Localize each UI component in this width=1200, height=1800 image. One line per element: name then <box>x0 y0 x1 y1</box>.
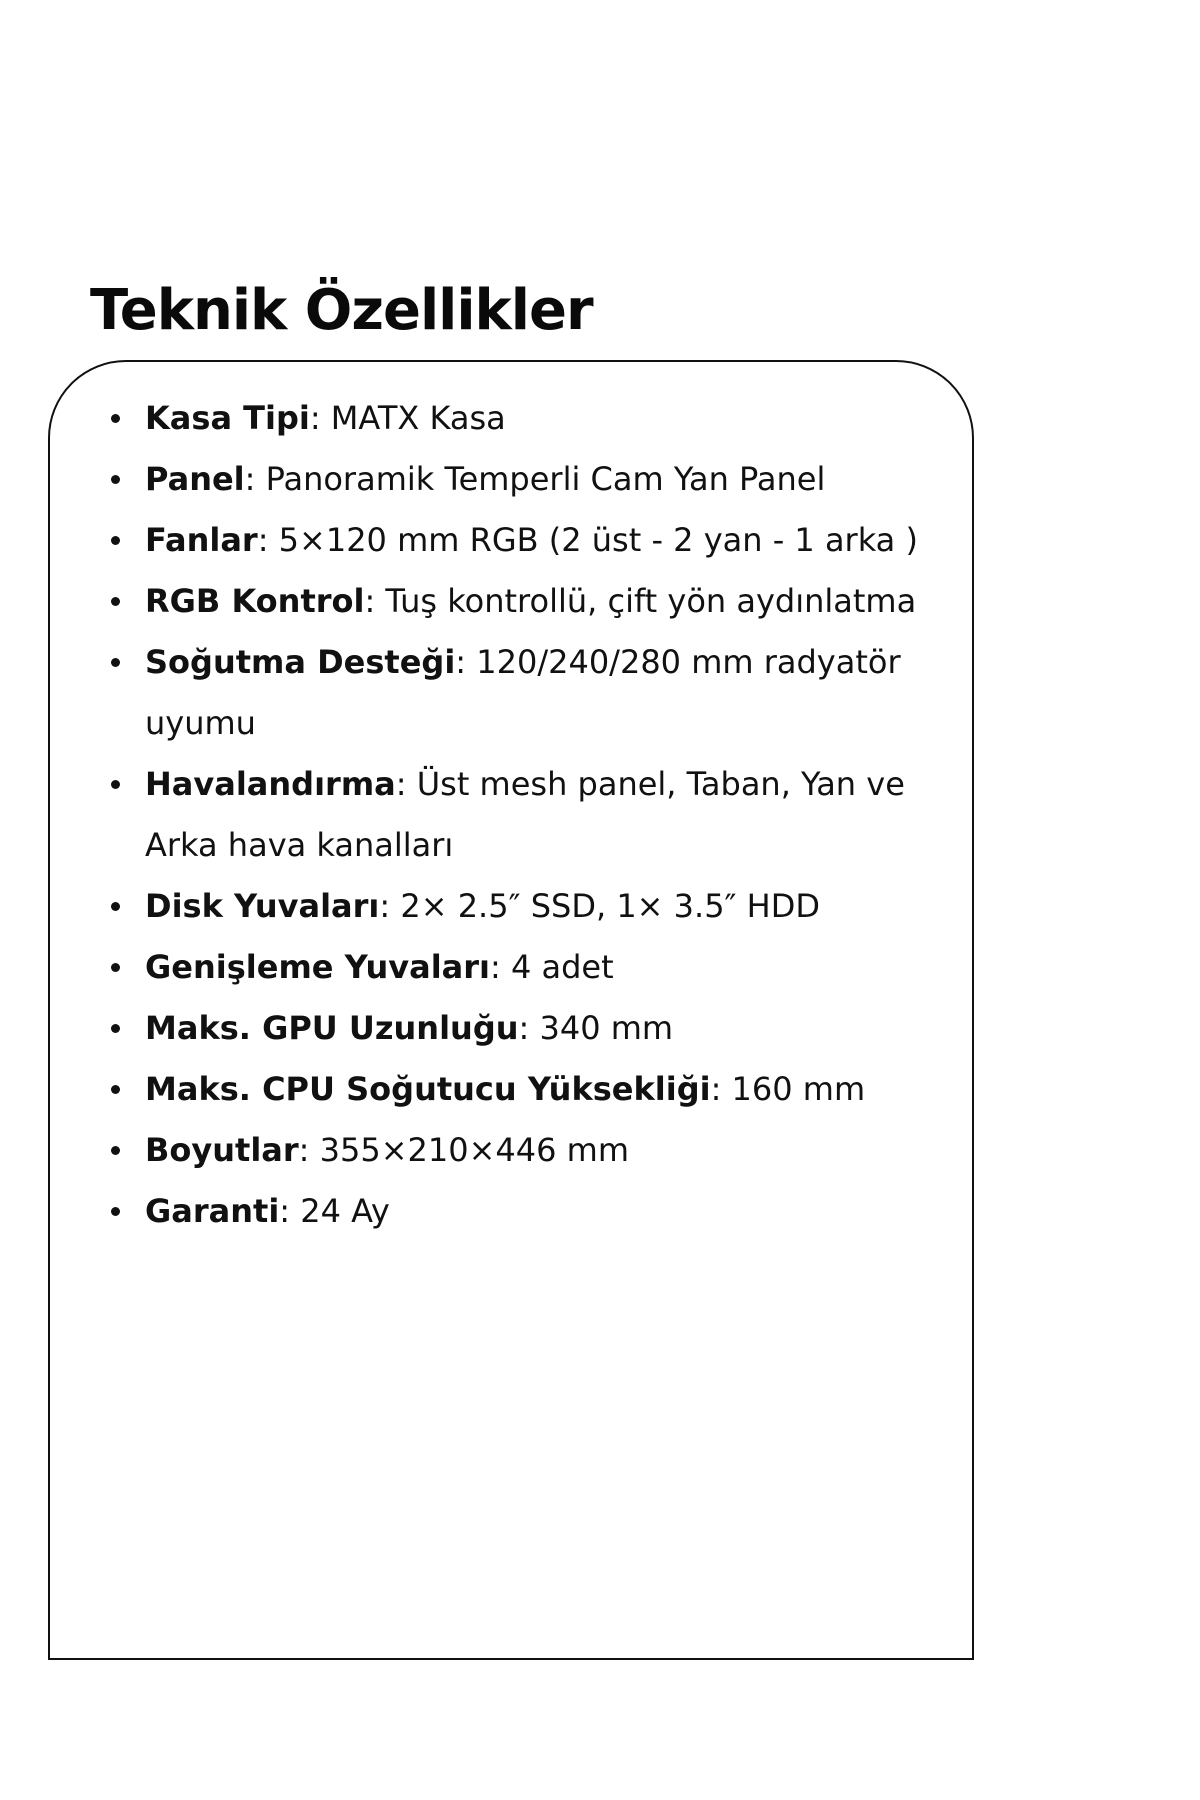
spec-label: Fanlar <box>145 521 258 559</box>
spec-item-max-gpu-length: Maks. GPU Uzunluğu: 340 mm <box>0 998 1050 1059</box>
spec-value: Panoramik Temperli Cam Yan Panel <box>265 460 826 498</box>
spec-item-dimensions: Boyutlar: 355×210×446 mm <box>0 1120 1050 1181</box>
spec-value: Tuş kontrollü, çift yön aydınlatma <box>385 582 917 620</box>
spec-item-panel: Panel: Panoramik Temperli Cam Yan Panel <box>0 449 1050 510</box>
spec-label: Kasa Tipi <box>145 399 310 437</box>
bullet-icon <box>111 780 120 789</box>
spec-value: 24 Ay <box>300 1192 390 1230</box>
bullet-icon <box>111 902 120 911</box>
spec-item-max-cpu-cooler-height: Maks. CPU Soğutucu Yüksekliği: 160 mm <box>0 1059 1050 1120</box>
spec-label: RGB Kontrol <box>145 582 365 620</box>
spec-item-cooling-support: Soğutma Desteği: 120/240/280 mm radyatör uyumu <box>0 632 1050 754</box>
bullet-icon <box>111 963 120 972</box>
spec-label: Disk Yuvaları <box>145 887 380 925</box>
spec-label: Maks. GPU Uzunluğu <box>145 1009 519 1047</box>
spec-value: MATX Kasa <box>330 399 506 437</box>
spec-item-disk-slots: Disk Yuvaları: 2× 2.5″ SSD, 1× 3.5″ HDD <box>0 876 1050 937</box>
bullet-icon <box>111 536 120 545</box>
spec-value: 355×210×446 mm <box>319 1131 629 1169</box>
bullet-icon <box>111 1024 120 1033</box>
bullet-icon <box>111 658 120 667</box>
spec-label: Genişleme Yuvaları <box>145 948 491 986</box>
spec-item-warranty: Garanti: 24 Ay <box>0 1181 1050 1242</box>
bullet-icon <box>111 1085 120 1094</box>
bullet-icon <box>111 414 120 423</box>
spec-label: Havalandırma <box>145 765 396 803</box>
spec-value: 120/240/280 mm radyatör uyumu <box>145 643 901 742</box>
spec-value: Üst mesh panel, Taban, Yan ve Arka hava kanalları <box>145 765 905 864</box>
bullet-icon <box>111 597 120 606</box>
spec-value: 160 mm <box>731 1070 866 1108</box>
spec-label: Maks. CPU Soğutucu Yüksekliği <box>145 1070 711 1108</box>
spec-label: Garanti <box>145 1192 280 1230</box>
page-title: Teknik Özellikler <box>90 278 593 343</box>
spec-item-rgb-control: RGB Kontrol: Tuş kontrollü, çift yön aydınlatma <box>0 571 1050 632</box>
bullet-icon <box>111 1146 120 1155</box>
spec-value: 4 adet <box>510 948 614 986</box>
bullet-icon <box>111 475 120 484</box>
spec-value: 5×120 mm RGB (2 üst - 2 yan - 1 arka ) <box>278 521 918 559</box>
spec-label: Soğutma Desteği <box>145 643 456 681</box>
spec-item-case-type: Kasa Tipi: MATX Kasa <box>0 388 1050 449</box>
spec-value: 340 mm <box>539 1009 674 1047</box>
spec-item-ventilation: Havalandırma: Üst mesh panel, Taban, Yan ve Arka hava kanalları <box>0 754 1050 876</box>
spec-label: Boyutlar <box>145 1131 299 1169</box>
bullet-icon <box>111 1207 120 1216</box>
spec-list <box>0 388 1050 1242</box>
spec-item-expansion-slots: Genişleme Yuvaları: 4 adet <box>0 937 1050 998</box>
spec-value: 2× 2.5″ SSD, 1× 3.5″ HDD <box>400 887 821 925</box>
spec-label: Panel <box>145 460 245 498</box>
spec-item-fans: Fanlar: 5×120 mm RGB (2 üst - 2 yan - 1 arka ) <box>0 510 1050 571</box>
